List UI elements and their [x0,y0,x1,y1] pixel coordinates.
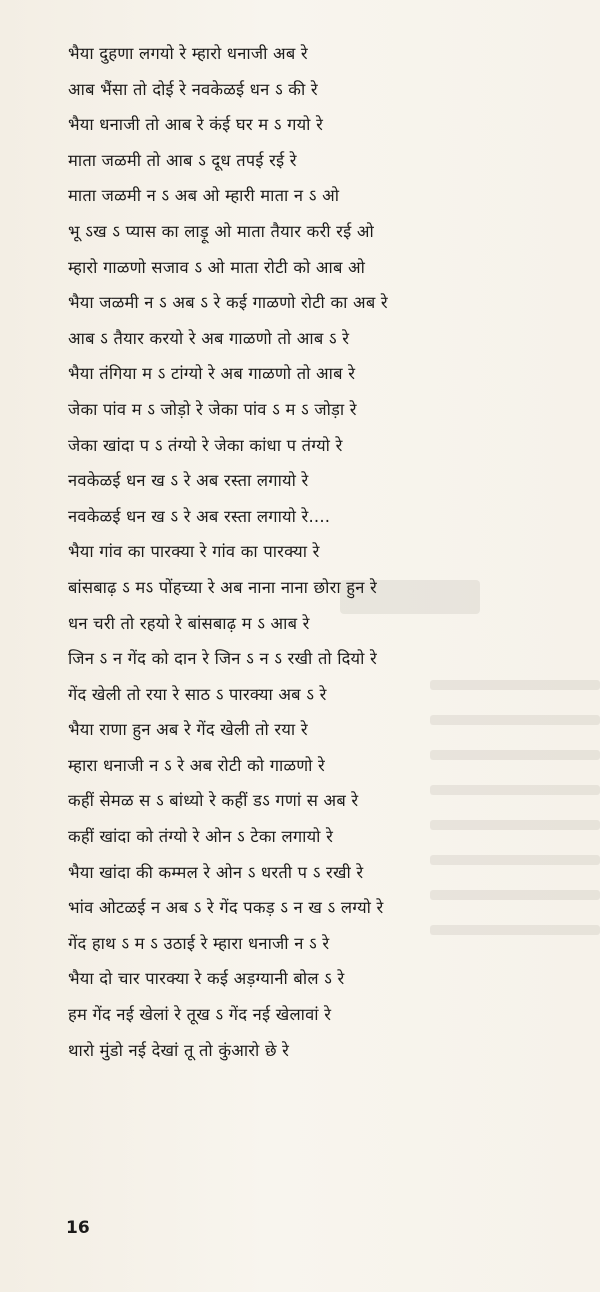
poem-line: आब भैंसा तो दोई रे नवकेळई धन ऽ की रे [68,79,318,99]
poem-line: भैया गांव का पारक्या रे गांव का पारक्या रे [68,542,320,562]
poem-line: गेंद खेली तो रया रे साठ ऽ पारक्या अब ऽ रे [68,684,327,704]
poem-line: कहीं सेमळ स ऽ बांध्यो रे कहीं डऽ गणां स अब रे [68,791,359,811]
poem-line: जेका खांदा प ऽ तंग्यो रे जेका कांधा प तंग्यो रे [68,435,343,455]
poem-line: भांव ओटळई न अब ऽ रे गेंद पकड़ ऽ न ख ऽ लग्यो रे [68,898,384,918]
poem-line: आब ऽ तैयार करयो रे अब गाळणो तो आब ऽ रे [68,328,350,348]
poem-line: भैया जळमी न ऽ अब ऽ रे कई गाळणो रोटी का अब रे [68,293,388,313]
poem-line: माता जळमी तो आब ऽ दूध तपई रई रे [68,150,297,170]
poem-line: जिन ऽ न गेंद को दान रे जिन ऽ न ऽ रखी तो दियो रे [68,649,377,669]
poem-line: गेंद हाथ ऽ म ऽ उठाई रे म्हारा धनाजी न ऽ रे [68,933,330,953]
poem-line: भू ऽख ऽ प्यास का लाड़ू ओ माता तैयार करी रई ओ [68,221,374,241]
poem-line: भैया दो चार पारक्या रे कई अड़ग्यानी बोल ऽ रे [68,969,345,989]
poem-line: जेका पांव म ऽ जोड़ो रे जेका पांव ऽ म ऽ जोड़ा रे [68,399,357,419]
poem-line: भैया राणा हुन अब रे गेंद खेली तो रया रे [68,720,308,740]
page-number: 16 [66,1218,90,1238]
poem-line: भैया दुहणा लगयो रे म्हारो धनाजी अब रे [68,44,308,63]
poem-line: भैया खांदा की कम्मल रे ओन ऽ धरती प ऽ रखी रे [68,862,364,882]
poem-line: भैया तंगिया म ऽ टांग्यो रे अब गाळणो तो आब रे [68,364,356,384]
poem-line: धन चरी तो रहयो रे बांसबाढ़ म ऽ आब रे [68,613,310,633]
poem-line: बांसबाढ़ ऽ मऽ पोंहच्या रे अब नाना नाना छोरा हुन रे [68,577,377,597]
poem-line: नवकेळई धन ख ऽ रे अब रस्ता लगायो रे [68,471,309,491]
poem-text [68,36,568,1068]
poem-line: हम गेंद नई खेलां रे तूख ऽ गेंद नई खेलावां रे [68,1005,332,1025]
poem-line: नवकेळई धन ख ऽ रे अब रस्ता लगायो रे.... [68,506,331,526]
poem-line: माता जळमी न ऽ अब ओ म्हारी माता न ऽ ओ [68,186,340,206]
poem-line: म्हारा धनाजी न ऽ रे अब रोटी को गाळणो रे [68,755,325,775]
poem-line: कहीं खांदा को तंग्यो रे ओन ऽ टेका लगायो रे [68,827,334,847]
poem-line: म्हारो गाळणो सजाव ऽ ओ माता रोटी को आब ओ [68,257,366,277]
poem-line: थारो मुंडो नई देखां तू तो कुंआरो छे रे [68,1040,290,1060]
poem-line: भैया धनाजी तो आब रे कंई घर म ऽ गयो रे [68,115,324,135]
